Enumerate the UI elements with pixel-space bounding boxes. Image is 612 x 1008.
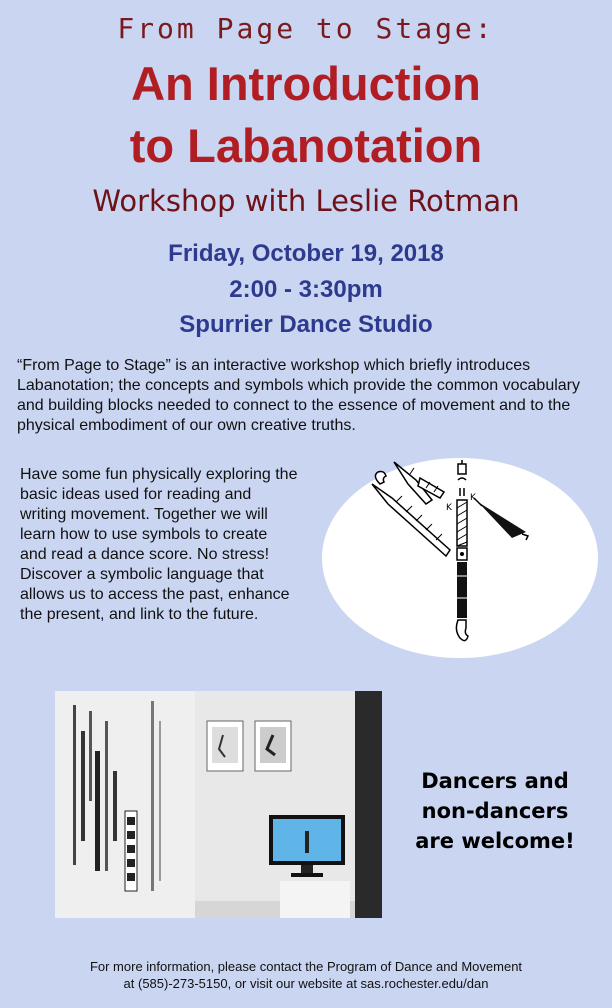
svg-text:K: K [446, 503, 452, 513]
gallery-scene-image [55, 691, 382, 918]
labanotation-symbols-icon [322, 458, 598, 658]
gallery-photo [55, 691, 382, 918]
title-line-2: to Labanotation [129, 119, 483, 172]
details-paragraph: Have some fun physically exploring the basic ideas used for reading and writing movement. Together we will learn how to use symbols to create and read a dance score. No stress! Discover a symbolic language that allows us to access the past, enhance the present, and link to the future. [20, 466, 298, 623]
workshop-subtitle: Workshop with Leslie Rotman [92, 184, 520, 218]
welcome-line-2: non-dancers [421, 799, 569, 823]
welcome-line-3: are welcome! [415, 829, 575, 853]
welcome-message [390, 766, 600, 856]
welcome-line-1: Dancers and [421, 769, 569, 793]
footer-line-2: at (585)-273-5150, or visit our website at sas.rochester.edu/dan [123, 976, 489, 991]
intro-paragraph: “From Page to Stage” is an interactive workshop which briefly introduces Labanotation; the concepts and symbols which provide the common vocabulary and building blocks needed to connect to the essence of movement and to the physical embodiment of our own creative truths. [17, 357, 580, 434]
title-line-1: An Introduction [131, 57, 481, 110]
contact-footer [0, 958, 612, 992]
svg-text:K: K [470, 493, 476, 503]
event-date: Friday, October 19, 2018 [168, 240, 444, 267]
event-location: Spurrier Dance Studio [179, 311, 433, 338]
footer-line-1: For more information, please contact the Program of Dance and Movement [89, 959, 523, 974]
labanotation-score-illustration [322, 458, 598, 658]
kicker-heading: From Page to Stage: [117, 12, 495, 45]
event-time: 2:00 - 3:30pm [229, 276, 383, 303]
